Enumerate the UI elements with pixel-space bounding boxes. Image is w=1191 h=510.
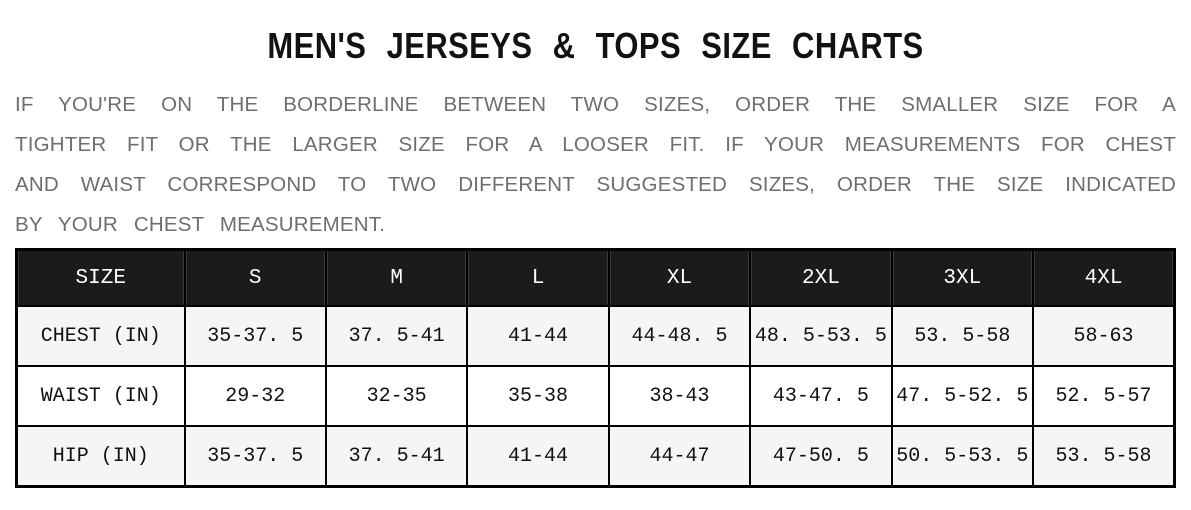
waist-value-l: 35-38 [467,366,608,426]
hip-value-l: 41-44 [467,426,608,487]
table-row-chest [17,306,1175,366]
size-chart-table [15,248,1176,488]
hip-value-2xl: 47-50. 5 [750,426,891,487]
chest-value-4xl: 58-63 [1033,306,1174,366]
hip-value-xl: 44-47 [609,426,750,487]
hip-value-4xl: 53. 5-58 [1033,426,1174,487]
column-header-size: SIZE [17,250,185,307]
column-header-s: S [185,250,326,307]
chest-value-3xl: 53. 5-58 [892,306,1033,366]
chest-value-l: 41-44 [467,306,608,366]
hip-value-3xl: 50. 5-53. 5 [892,426,1033,487]
chest-value-2xl: 48. 5-53. 5 [750,306,891,366]
chest-value-m: 37. 5-41 [326,306,467,366]
row-label-waist: WAIST (IN) [17,366,185,426]
intro-line-3: AND WAIST CORRESPOND TO TWO DIFFERENT SUGGESTED SIZES, ORDER THE SIZE INDICATED [15,173,1176,196]
intro-paragraph [15,85,1176,245]
column-header-4xl: 4XL [1033,250,1174,307]
column-header-3xl: 3XL [892,250,1033,307]
waist-value-2xl: 43-47. 5 [750,366,891,426]
column-header-2xl: 2XL [750,250,891,307]
chest-value-s: 35-37. 5 [185,306,326,366]
page-title: MEN'S JERSEYS & TOPS SIZE CHARTS [267,25,924,66]
column-header-l: L [467,250,608,307]
chest-value-xl: 44-48. 5 [609,306,750,366]
row-label-hip: HIP (IN) [17,426,185,487]
waist-value-3xl: 47. 5-52. 5 [892,366,1033,426]
hip-value-s: 35-37. 5 [185,426,326,487]
waist-value-4xl: 52. 5-57 [1033,366,1174,426]
waist-value-xl: 38-43 [609,366,750,426]
row-label-chest: CHEST (IN) [17,306,185,366]
column-header-m: M [326,250,467,307]
intro-line-2: TIGHTER FIT OR THE LARGER SIZE FOR A LOOSER FIT. IF YOUR MEASUREMENTS FOR CHEST [15,133,1176,156]
column-header-xl: XL [609,250,750,307]
table-row-waist [17,366,1175,426]
intro-line-4: BY YOUR CHEST MEASUREMENT. [15,213,386,236]
table-row-hip [17,426,1175,487]
size-table-header-row [17,250,1175,307]
waist-value-s: 29-32 [185,366,326,426]
intro-line-1: IF YOU'RE ON THE BORDERLINE BETWEEN TWO SIZES, ORDER THE SMALLER SIZE FOR A [15,93,1176,116]
waist-value-m: 32-35 [326,366,467,426]
hip-value-m: 37. 5-41 [326,426,467,487]
title-bar [0,0,1191,77]
